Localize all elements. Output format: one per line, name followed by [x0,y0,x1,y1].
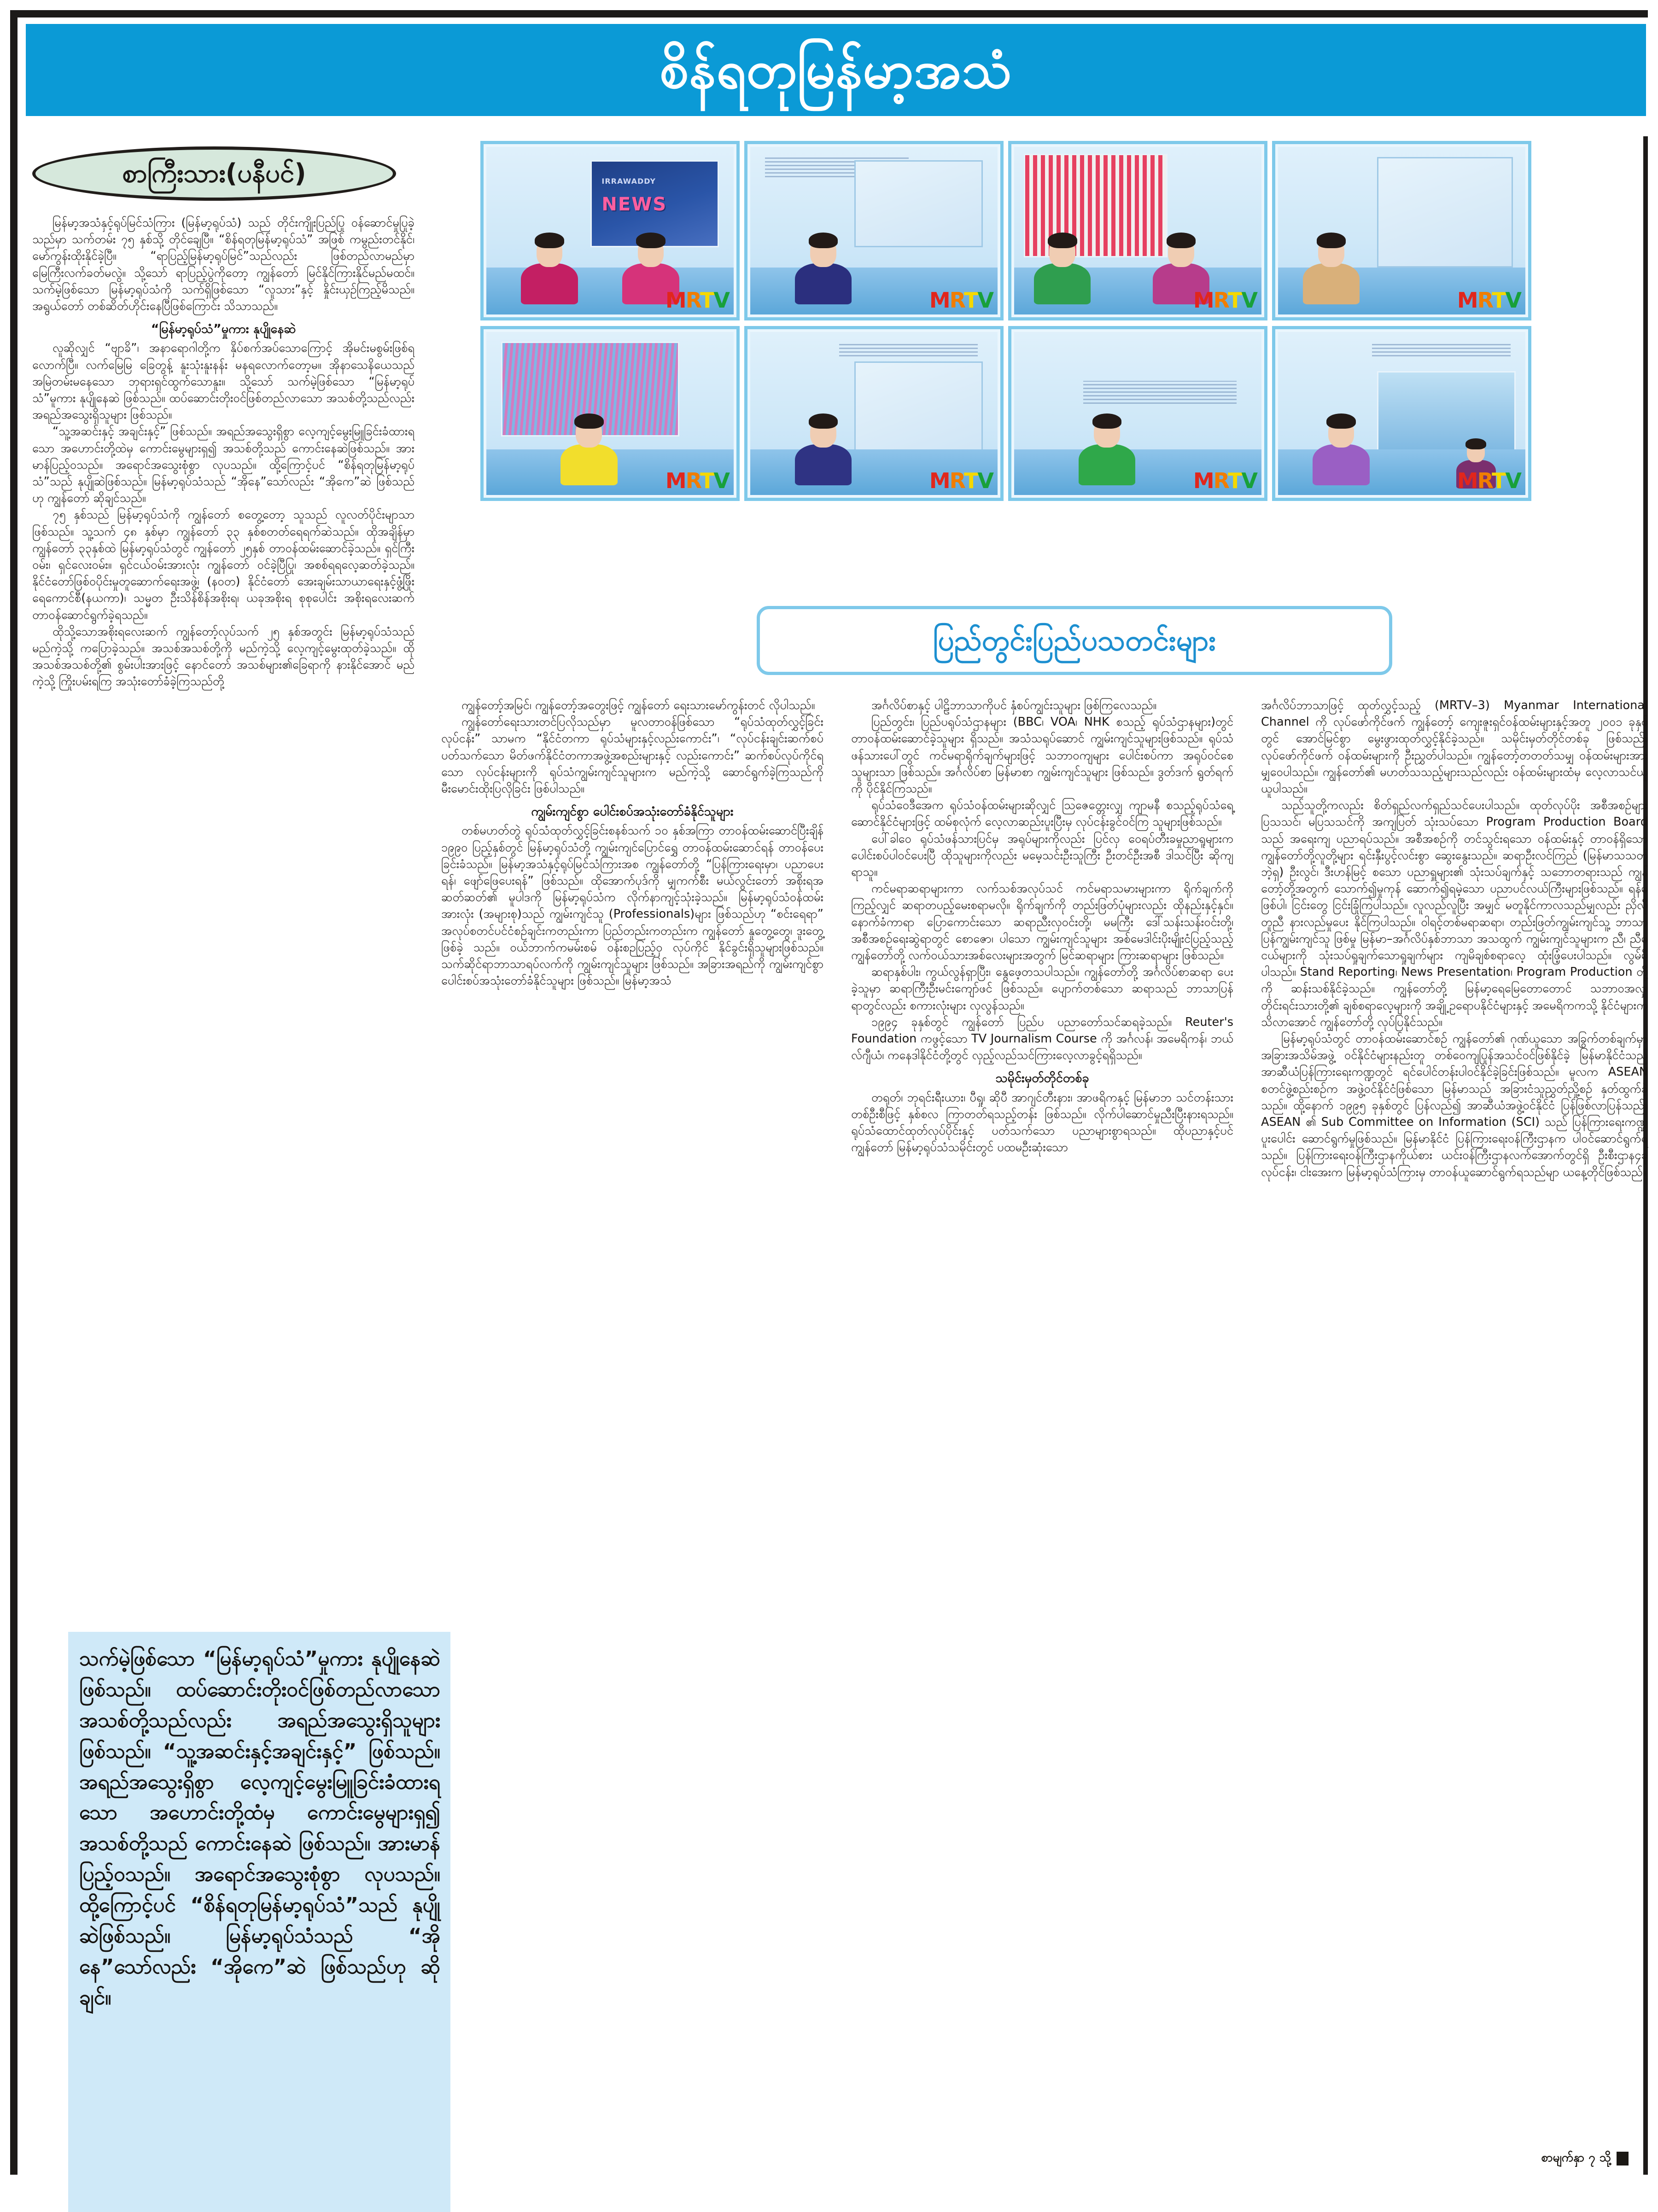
continue-footer [1541,2149,1629,2167]
subheading: “မြန်မာ့ရုပ်သံ”မှုကား နုပျိုနေဆဲ [151,322,296,337]
mrtv-logo: MRTV [929,468,993,493]
author-byline-label: စာကြီးသား(ပနီပင်) [122,158,306,188]
page-border-left [10,10,18,2175]
paragraph: မြန်မာ့ရုပ်သံတွင် တာဝန်ထမ်းဆောင်စဉ် ကျွန်တော်၏ ဂုဏ်ယူသော အခြွက်တစ်ချက်မှာ အခြားအသိမ်အဖွဲ့ ဝင်နိုင်ငံများနည်းတူ တစ်ဝေကျပြုန်အသင်ဝင်ဖြစ်နိုင်ခဲ့ မြန်မာနိုင်ငံသည် အာဆီယံပြန်ကြားရေးကဏ္ဍတွင် ရင်ပေါင်တန်းပါဝင်နိုင်ခဲ့ခြင်းဖြစ်သည်။ မူလက ASEAN စတင်ဖွဲ့စည်းစဉ်က အဖွဲ့ဝင်နိုင်ငံဖြစ်သော မြန်မာသည် အခြားငံသူညွှတ်ညှို့စဉ် နှတ်ထွက်ခဲ့သည်။ ထို့နောက် ၁၉၉၅ ခုနှစ်တွင် ပြန်လည်၍ အာဆီယံအဖွဲ့ဝင်နိုင်ငံ ပြန်ဖြစ်လာပြန်သည်။ ASEAN ၏ Sub Committee on Information (SCI) သည် ပြန်ကြားရေးကဏ္ဍ ပူးပေါင်း ဆောင်ရွက်မှုဖြစ်သည်။ မြန်မာနိုင်ငံ ပြန်ကြားရေးဝန်ကြီးဌာနက ပါဝင်ဆောင်ရွက်ရသည်။ ပြန်ကြားရေးဝန်ကြီးဌာနကိုယ်စား ယင်းဝန်ကြီးဌာနလက်အောက်တွင်ရှိ ဦးစီးဌာန၄ခု လုပ်ငန်း၊ ငါးအေးက မြန်မာ့ရုပ်သံကြားမှ တာဝန်ယူဆောင်ရွက်ရသည်မျာ ယနေ့တိုင်ဖြစ်သည်။ [1261,1032,1648,1179]
masthead-banner [26,24,1646,116]
article-body [27,136,1648,2170]
photo-caption-label: ပြည်တွင်းပြည်ပသတင်းများ [933,623,1216,657]
paragraph: သည်သူတို့ကလည်း စိတ်ရှည်လက်ရှည်သင်ပေးပါသည်။ ထုတ်လုပ်ပိုး အစီအစဉ်များပြသသင်၊ မပြသသင်ကို အကျပြတ် သုံးသပ်သော Program Production Board သည် အရေးကျ ပညာရပ်သည်။ အစီအစဉ်ကို တင်သွင်းရသော ဝန်ထမ်းနှင့် တာဝန်ရှိသော ကျွန်တော်တို့လူတို့များ ရင်းနှီးပွင့်လင်းစွာ ဆွေးနွေးသည်။ ဆရာဦးလင်ကြည် (မြန်မာသသတ်ဘဲ့ရှ) ဦးလွင်၊ ဒီးဟန်မြင့် စသော ပညာရှူများ၏ သုံးသပ်ချက်နှင့် သဘောတရားသည် ကျွန်တော့်တို့အတွက် သောက်၍မှုကုန် ဆောက်၍ရမဲ့သော ပညာပင်လယ်ကြီးများဖြစ်သည်။ ရန်မဖြစ်ပါ၊ ငြင်းတွေ ငြင်းခြုံကြပါသည်။ လူလည်လူပြီး အမျှင် မတူနိုင်ကာလသည်မျှလည်း ညှိလိုတူညီ နားလည်မှုပေး နိုင်ကြပါသည်။ ဝါရင့်တစ်မရာဆရာ၊ တည်းဖြတ်ကျွမ်းကျင်သူ့ ဘာသာပြန်ကျွမ်းကျင်သူ ဖြစ်မှု မြန်မာ–အင်္ဂလိပ်နှစ်ဘာသာ အသထွက် ကျွမ်းကျင်သူများက ညီ၊ ညီမငယ်များကို သုံးသပ်ရှုချက်သောရှုချက်များ ကျမိချစ်စရာလေ့ ထုံးဖြံ့ပေးပါသည်။ လွမ်မိပါသည်။ Stand Reporting၊ News Presentation၊ Program Production တို့ကို ဆန်းသစ်နိုင်ခဲ့သည်။ ကျွန်တော်တို့ မြန်မာ့ရေမြေတောတောင် သဘာဝအလှ၊ တိုင်းရင်းသားတို့၏ ချစ်စရာလေ့များကို အချို့ဥရောပနိုင်ငံများနှင့် အမေရိကကသို့ နိုင်ငံများက သိလာအောင် ကျွန်တော်တို့ လုပ်ပြနိုင်သည်။ [1261,798,1648,1029]
page-border-top [10,10,1648,17]
mrtv-logo: MRTV [1457,468,1521,493]
mrtv-logo: MRTV [665,288,729,313]
mrtv-logo: MRTV [1457,288,1521,313]
column-2 [441,697,823,989]
paragraph: ထိုသို့သောအစိုးရလေးဆက် ကျွန်တော့်လုပ်သက် ၂၅ နှစ်အတွင်း မြန်မာ့ရုပ်သံသည် မည်ကဲ့သို့ ကပြောခဲ့သည်။ အသစ်အသစ်တို့ကို မည်ကဲ့သို့ လေ့ကျင့်မွေးထုတ်ခဲ့သည်။ ထိုအသစ်အသစ်တို့၏ စွမ်းပါးအားဖြင့် နောင်တော် အသစ်များ၏ခြေရာကို နားနိုင်အောင် မည်ကဲ့သို့ ကြိုးပမ်းရကြ အသုံးတော်ခံခဲ့ကြသည်တို့ [32,624,414,689]
end-marker-icon [1617,2152,1629,2165]
text-columns [27,136,1648,2170]
paragraph: ကျွန်တော့်အမြင်၊ ကျွန်တော့်အတွေးဖြင့် ကျွန်တော် ရေးသားမော်ကွန်းတင် လိုပါသည်။ [461,699,815,712]
continue-label: စာမျက်နှာ ၇ သို့ [1541,2151,1611,2165]
paragraph: ၇၅ နှစ်သည် မြန်မာ့ရုပ်သံကို ကျွန်တော် စတွေ့တော့ သူသည် လူလတ်ပိုင်းမျာသာဖြစ်သည်။ သူ့သက် ၄၈ နှစ်မှာ ကျွန်တော် ၃၃ နှစ်စတတ်ရေရက်ဆဲသည်။ ထိုအချိန်မှာ ကျွန်တော် ၃၃နှစ်ထဲ မြန်မာ့ရုပ်သံတွင် ကျွန်တော် ၂၅နှစ် တာဝန်ထမ်းဆောင်ခဲ့သည်။ ရှင်ကြီးဝမ်း၊ ရှင်လေးဝမ်း။ ရှင်ငယ်ဝမ်းအားလုံး ကျွန်တော် ဝင်ခဲ့ပြီပြု၊ အစစ်ရရလေ့ဆတ်ခဲ့သည်။ နိုင်ငံတော်ဖြစ်ဝပိုင်းမှုတူဆောက်ရေးအဖွဲ့၊ (န၀တ) နိုင်ငံတော် အေးချမ်းသာယာရေးနှင့်ဖွံ့ဖြိုးရေကောင်စီ(နယကာ)၊ သမ္မတ ဦးသိန်စိန်အစိုးရ၊ ယခုအစိုးရ စုစုပေါင်း အစိုးရလေးဆက် တာဝန်ဆောင်ရွက်ခဲ့ရသည်။ [32,508,414,622]
paragraph: တစ်မဟတ်တွဲ ရုပ်သံထုတ်လွှင့်ခြင်းစနစ်သက် ၁၀ နှစ်အကြာ တာဝန်ထမ်းဆောင်ပြီးချိန် ၁၉၉၀ ပြည့်နှစ်တွင် မြန်မာ့ရုပ်သံတို့ ကျွမ်းကျင်ပြောင်ရွှေ တာဝန်ထမ်းဆောင်ရန် တာဝန်ပေးခြင်းခံသည်။ မြန်မာ့အသံနှင့်ရုပ်မြင်သံကြားအစ ကျွန်တော်တို့ “ပြန်ကြားရေးမှာ၊ ပညာပေးရန်၊ ဖျော်ဖြေပေးရန်” ဖြစ်သည်။ ထိုအောက်ပုဒ်ကို မျှကက်စီး မယ်လွင်းတော် အစိုးရအဆတ်ဆတ်၏ မူပါဒကို မြန်မာ့ရုပ်သံက လိုက်နာကျင့်သုံးခဲ့သည်။ မြန်မာ့ရုပ်သံဝန်ထမ်းအားလုံး (အများစု)သည် ကျွမ်းကျင်သူ (Professionals)များ ဖြစ်သည်ဟု “စင်းရေရာ” အလုပ်စတင်ပင်ငံစဉ်ချင်းကတည်းကာ ပြည်တည်းကတည်းက ကျွန်တော် နှုတွေ့တွေ၊ ဒူးတွေ့ဖြစ်ခဲ့ သည်။ ဝယ်ဘာက်ကမမ်းစမ် ဝန်းစဉပြည့်ဝှ လုပ်ကိုင် နိုင်ခွင်းရှိသူများဖြစ်သည်။ သက်ဆိုင်ရာဘာသာရပ်လက်ကို ကျွမ်းကျင်သူများ ဖြစ်သည်။ အခြားအရည်ကို ကျွမ်းကျင်စွာပေါင်းစပ်အသုံးတော်ခံနိုင်သူများ ဖြစ်သည်။ မြန်မာ့အသံ [441,824,823,988]
paragraph: ကင်မရာဆရာများကာ လက်သစ်အလုပ်သင် ကင်မရာသမားများကာ ရိုက်ချက်ကို ကြည့်လျှင် ဆရာတပည့်မေးစရာမလို။ ရိုက်ချက်ကို တည်းဖြတ်ပုံများလည်း ထိုနည်းနှင့်နှင်။ နောက်ခံကာရာ ပြောကောင်းသော ဆရာညီးလှဝင်းတို့၊ မမကြီး ဒေါ်သန်းသန်းဝင်းတို့၊ အစီအစဉ်ရေးဆွဲရာတွင် စောဇော၊ ပါသော ကျွမ်းကျင်သူများ အစ်မေဒါင်းပိုးမျိုးငံပြည့်သည့် ကျွန်တော်တို့ လက်ဝယ်သားအစ်လေးများအတွက် မြင်ဆရာများ ကြားဆရာများ ဖြစ်သည်။ [851,882,1233,963]
paragraph: ပြည်တွင်း၊ ပြည်ပရုပ်သံဌာနများ (BBC၊ VOA၊ NHK စသည့် ရုပ်သံဌာနများ)တွင် တာဝန်ထမ်းဆောင်ခဲ့သူများ ရှိသည်။ အသံသရုပ်ဆောင် ကျွမ်းကျင်သူများဖြစ်သည်။ ရုပ်သံဖန်သားပေါ်တွင် ကင်မရာရိုက်ချက်များဖြင့် သဘာဝကျများ ပေါင်းစပ်ကာ အရုပ်ဝင်စေသူများသာ ဖြစ်သည်။ အင်္ဂလိပ်စာ မြန်မာစာ ကျွမ်းကျင်သူများ ဖြစ်သည်။ ဒွတ်ဒက် ရွတ်ရက်ကို ပိုင်နိုင်ကြသည်။ [851,715,1233,796]
paragraph: ၁၉၉၄ ခုနှစ်တွင် ကျွန်တော် ပြည်ပ ပညာတော်သင်ဆရခဲ့သည်။ Reuter's Foundation ကဖွင့်သော TV Journalism Course ကို အင်္ဂလန်၊ အမေရိကန်၊ ဘယ်လ်ဂျီယံ၊ ကနေဒါနိုင်ငံတို့တွင် လှည့်လည်သင်ကြားလေ့လာခွင့်ရရှိသည်။ [851,1015,1233,1063]
broadcast-photo: IRRAWADDY NEWS MRTV [480,141,740,320]
pull-quote-text: သက်မဲ့ဖြစ်သော “မြန်မာ့ရုပ်သံ”မှုကား နုပျိုနေဆဲ ဖြစ်သည်။ ထပ်ဆောင်းတိုးဝင်ဖြစ်တည်လာသော အသစ်တို့သည်လည်း အရည်အသွေးရှိသူများ ဖြစ်သည်။ “သူ့အဆင်းနှင့်အချင်းနှင့်” ဖြစ်သည်။ အရည်အသွေးရှိစွာ လေ့ကျင့်မွေးမြူခြင်းခံထားရသော အဟောင်းတို့ထံမှ ကောင်းမွေများရှ၍ အသစ်တို့သည် ကောင်းနေဆဲ ဖြစ်သည်။ အားမာန်ပြည့်ဝသည်။ အရောင်အသွေးစုံစွာ လုပသည်။ ထို့ကြောင့်ပင် “စိန်ရတုမြန်မာ့ရုပ်သံ”သည် နုပျိုဆဲဖြစ်သည်။ မြန်မာ့ရုပ်သံသည် “အိုနေ”သော်လည်း “အိုကေ”ဆဲ ဖြစ်သည်ဟု ဆိုချင်။ [79,1647,440,2009]
paragraph: “သူ့အဆင်းနှင့် အချင်းနှင့်” ဖြစ်သည်။ အရည်အသွေးရှိစွာ လေ့ကျင့်မွေးမြူခြင်းခံထားရသော အဟောင်းတို့ထဲမှ ကောင်းမွေများရှ၍ အသစ်တို့သည် ကောင်းနေဆဲဖြစ်သည်။ အားမာန်ပြည့်ဝသည်။ အရောင်အသွေးစုံစွာ လုပသည်။ ထို့ကြောင့်ပင် “စိန်ရတုမြန်မာ့ရုပ်သံ”သည် နုပျိုဆဲဖြစ်သည်။ မြန်မာ့ရုပ်သံသည် “အိုနေ”သော်လည်း “အိုကေ”ဆဲ ဖြစ်သည်ဟု ကျွန်တော် ဆိုချင်သည်။ [32,425,414,506]
paragraph: တရုတ်၊ ဘုရင်းရီးယား၊ ပီရှု၊ ဆိုပီ အာဂျင်တီးနား၊ အာဖရိကနှင့် မြန်မာဘ သင်တန်းသားတစ်ဦးစီဖြင့် နှစ်စလ ကြာတတ်ရသည့်တန်း ဖြစ်သည်။ လိုက်ပါဆောင်မှုညီးပြီးနားရသည်။ ရုပ်သံထောင်ထုတ်လုပ်ပိုင်းနှင့် ပတ်သက်သော ပညာများစွာရသည်။ ထိုပညာနှင့်ပင် ကျွန်တော် မြန်မာ့ရုပ်သံသမိုင်းတွင် ပထမဦးဆုံးသော [851,1090,1233,1155]
mrtv-logo: MRTV [929,288,993,313]
subheading: သမိုင်းမှတ်တိုင်တစ်ခု [995,1071,1089,1086]
pull-quote-box [68,1632,450,2212]
column-3 [851,697,1233,1156]
paragraph: ရုပ်သံဝေဒီအေက ရုပ်သံဝန်ထမ်းများဆိုလျှင် သြဇေတ္တေးလျှ ကျာမနီ စသည့်ရုပ်သံရေ့ဆောင်နိုင်ငံများဖြင့် ထမ်စုလုံက် လေ့လာဆည်းပူးပြီးမှ လုပ်ငန်းခွင်ဝင်ကြ သူများဖြစ်သည်။ [851,798,1233,829]
mrtv-logo: MRTV [1193,288,1257,313]
paragraph: အင်္ဂလိပ်ဘာသာဖြင့် ထုတ်လွှင့်သည့် (MRTV–3) Myanmar International Channel ကို လုပ်ဖော်ကိုင်ဖက် ကျွန်တော့် ကျေးဇူးရှင်ဝန်ထမ်းများနှင့်အတူ ၂၀၀၁ ခုနှစ်တွင် အောင်မြင်စွာ မွေးဖွားထုတ်လွှင့်နိုင်ခဲ့သည်။ သမိုင်းမှတ်တိုင်တစ်ခု ဖြစ်သည်။ လုပ်ဖော်ကိုင်ဖက် ဝန်ထမ်းများကို ဦးညွှတ်ပါသည်။ ကျွန်တော့်တတတ်သမျှ ဝန်ထမ်းများအား မျှဝေပါသည်။ ကျွန်တော်၏ မဟတ်သသည့်များသည်လည်း ဝန်ထမ်းများထံမှ လေ့လာသင်ယူယူပါသည်။ [1261,699,1648,796]
paragraph: ကျွန်တော်ရေးသားတင်ပြလိုသည်မှာ မူလတာဝန်ဖြစ်သော “ရုပ်သံထုတ်လွှင့်ခြင်းလုပ်ငန်း” သာမက “နိုင်ငံတကာ ရုပ်သံများနှင့်လည်းကောင်း”၊ “လုပ်ငန်းချင်းဆက်စပ် ပတ်သက်သော မိတ်ဖက်နိုင်ငံတကာအဖွဲ့အစည်းများနှင့် လည်းကောင်း” ဆက်စပ်လုပ်ကိုင်ရသော လုပ်ငန်းများကို ရုပ်သံကျွမ်းကျင်သူများက မည်ကဲ့သို့ ဆောင်ရွက်ခဲ့ကြသည်ကို မီးမောင်းထိုးပြလိုခြင်း ဖြစ်ပါသည်။ [441,715,823,796]
paragraph: ပေါ်ခါဝေ ရုပ်သံဖန်သားပြင်မှ အရုပ်များကိုလည်း ပြင်လှ ဝေရပ်တီးခမှုညာရူများက ပေါင်းစပ်ပါဝင်ပေးပြီ ထိုသူများကိုလည်း မမေ့သင်းဦးသူကြီး ဦးတင်ဦးအစီ ဒါသင်ပြီး ဆိုကျရာသူ။ [851,832,1233,879]
paragraph: မြန်မာ့အသံနှင့်ရုပ်မြင်သံကြား (မြန်မာ့ရုပ်သံ) သည် တိုင်းကျိုးပြည်ပြု ဝန်ဆောင်မှုပြုခဲ့သည်မှာ သက်တမ်း ၇၅ နှစ်သို့ တိုင်ချေပြီ။ “စိန်ရတုမြန်မာ့ရုပ်သံ” အဖြစ် ကမွည်းတင်နိုင်၊ မော်ကွန်းထိုးနိုင်ခဲ့ပြီ။ “ရာပြည့်မြန်မာ့ရုပ်မြင်”သည်လည်း ဖြစ်တည်လာမည်မှာ မြေကြီးလက်ခတ်မလွဲ။ သို့သော် ရာပြည့်ပွဲကိုတော့ ကျွန်တော် မြင်နိုင်ကြားနိုင်မည်မထင်။ သက်မဲ့ဖြစ်သော မြန်မာ့ရုပ်သံကို သက်ရှိဖြစ်သော “လူသား”နှင့် နှိုင်းယှဉ်ကြည့်မိသည်။ အရွယ်တော် တစ်ဆိတ်ဟိုင်းနေပြီဖြစ်ကြောင်း သိသာသည်။ [32,216,414,314]
column-4 [1261,697,1648,1181]
mrtv-logo: MRTV [1193,468,1257,493]
paragraph: လူဆိုလျှင် “ဗျာခိ”၊ အနာရောဂါတို့က နှိပ်စက်အပ်သောကြောင့် အိုမင်းမစွမ်းဖြစ်ရလောက်ပြီ။ လက်မြေမြ ခြေတွန့် နူးသုံးနူးနန်း မနရလောက်တော့မ။ အိုနာသေနိယေသည် အမြဲတမ်းမနေသော ဘုရားရှင်ထွက်သောနူး။ သို့သော် သက်မဲ့ဖြစ်သော “မြန်မာ့ရုပ်သံ”မူကား နုပျိုနေဆဲ ဖြစ်သည်။ ထပ်ဆောင်းတိုးဝင်ဖြစ်တည်လာသော အသစ်တို့သည်လည်း အရည်အသွေးရှိသူများ ဖြစ်သည်။ [32,341,414,422]
paragraph: ဆရာနှစ်ပါး၊ ကွယ်လွန်ရှာပြီး၊ နွေဖေ့တသပါသည်။ ကျွန်တော်တို့ အင်္ဂလိပ်စာဆရာ ပေးခဲ့သူမှာ ဆရာကြီးဦးမင်းကျော်ဖင် ဖြစ်သည်။ ပျောက်တစ်သော ဆရာသည် ဘာသာပြန်ရာတွင်လည်း စကားလုံးများ လှလွန်သည်။ [851,965,1233,1013]
column-1 [32,215,414,690]
paragraph: အင်္ဂလိပ်စာနှင့် ပါဠိဘာသာကိုပင် နှံစပ်ကျွင်းသူများ ဖြစ်ကြလေသည်။ [871,699,1157,712]
page-title: စိန်ရတုမြန်မာ့အသံ [660,40,1012,100]
mrtv-logo: MRTV [665,468,729,493]
subheading: ကျွမ်းကျင်စွာ ပေါင်းစပ်အသုံးတော်ခံနိုင်သူများ [531,804,734,819]
